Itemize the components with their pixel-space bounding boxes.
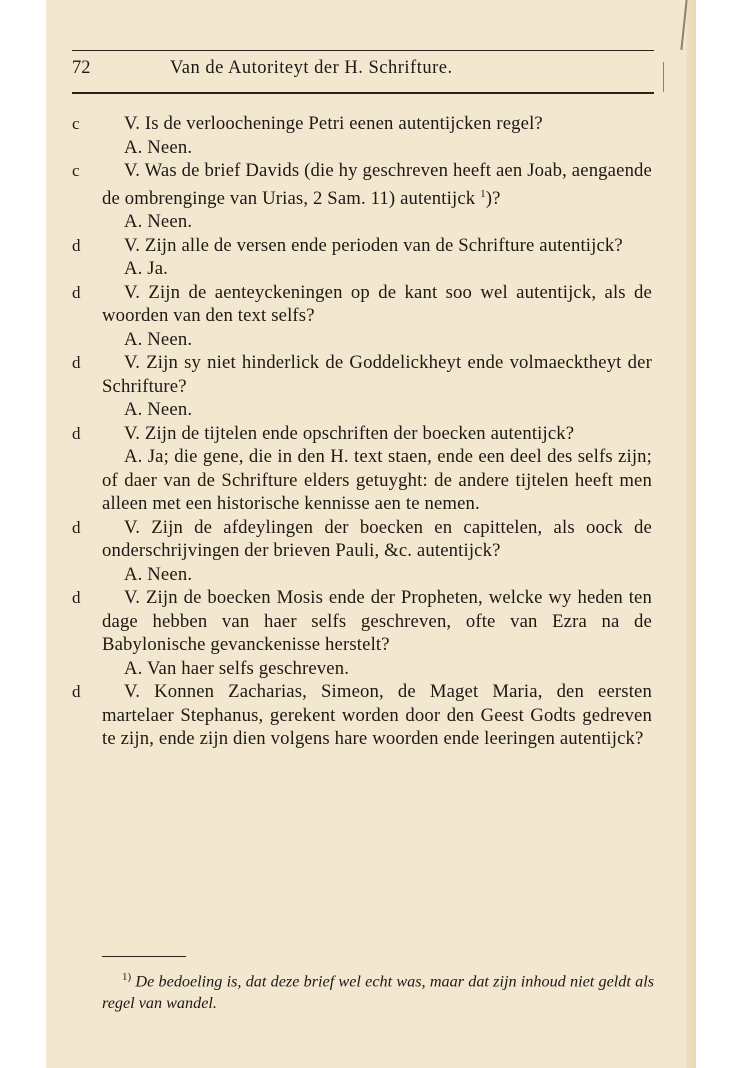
footnote: [102, 967, 654, 1014]
qa-entry: [0, 159, 738, 234]
question-text: V. Zijn alle de versen ende perioden van de Schrifture autentijck?: [124, 234, 623, 256]
entry-marker: c: [72, 114, 80, 133]
answer-text: A. Neen.: [124, 563, 193, 585]
answer-text: A. Ja.: [124, 258, 168, 280]
qa-entry: [0, 112, 738, 159]
footnote-mark: 1): [122, 971, 132, 983]
question-text: V. Zijn sy niet hinderlick de Goddelickheyt ende volmaecktheyt der Schrifture?: [102, 352, 652, 397]
header-top-rule: [72, 50, 654, 51]
header-bottom-rule: [72, 92, 654, 94]
question-text: V. Konnen Zacharias, Simeon, de Maget Maria, den eersten martelaer Stephanus, gerekent worden door den Geest Godts gedreven te zijn, ende zijn dien volgens hare woorden ende leeringen autentijck?: [102, 681, 652, 750]
question-tail: )?: [485, 187, 501, 209]
entry-marker: d: [72, 282, 81, 302]
entry-marker: d: [72, 588, 81, 608]
entry-marker: d: [72, 517, 81, 537]
answer-text: A. Van haer selfs geschreven.: [124, 657, 350, 679]
question-text: [102, 159, 652, 210]
page-number: 72: [72, 58, 91, 78]
page-header: [72, 58, 652, 84]
question-text: V. Zijn de boecken Mosis ende der Propheten, welcke wy heden ten dage hebben van haer selfs geschreven, ofte van Ezra na de Babylonische gevanckenisse herstelt?: [102, 587, 652, 656]
qa-entry: [0, 422, 738, 516]
question-text: V. Zijn de aenteyckeningen op de kant soo wel autentijck, als de woorden van den text selfs?: [102, 281, 652, 327]
question-text: V. Zijn de afdeylingen der boecken en capittelen, als oock de onderschrijvingen der brieven Pauli, &c. autentijck?: [102, 516, 652, 562]
qa-entry: [0, 351, 738, 422]
running-title: Van de Autoriteyt der H. Schrifture.: [170, 58, 453, 78]
question-text: V. Is de verloocheninge Petri eenen autentijcken regel?: [124, 113, 543, 134]
footnote-reference: 1: [480, 187, 486, 200]
qa-list: [0, 112, 738, 751]
question-body: V. Was de brief Davids (die hy geschreven heeft aen Joab, aengaende de ombrenginge van Urias, 2 Sam. 11) autentijck: [102, 160, 652, 209]
qa-entry: [0, 586, 738, 680]
qa-entry: [0, 281, 738, 352]
answer-text: A. Neen.: [124, 211, 193, 233]
footnote-rule: [102, 956, 186, 957]
entry-marker: d: [72, 353, 81, 373]
entry-marker: d: [72, 682, 81, 702]
answer-text: A. Ja; die gene, die in den H. text staen, ende een deel des selfs zijn; of daer van de Schrifture elders getuyght: de andere tijtelen heeft men alleen met een historische kennisse aen te nemen.: [102, 446, 652, 515]
scan-artifact-line: [663, 62, 664, 92]
qa-entry: [0, 234, 738, 281]
question-text: V. Zijn de tijtelen ende opschriften der boecken autentijck?: [124, 422, 575, 444]
entry-marker: d: [72, 235, 81, 255]
answer-text: A. Neen.: [124, 136, 193, 158]
entry-marker: c: [72, 161, 80, 180]
entry-marker: d: [72, 423, 81, 443]
qa-entry: [0, 680, 738, 751]
footnote-text: De bedoeling is, dat deze brief wel echt was, maar dat zijn inhoud niet geldt als regel van wandel.: [102, 972, 655, 1012]
answer-text: A. Neen.: [124, 328, 193, 350]
answer-text: A. Neen.: [124, 399, 193, 421]
qa-entry: [0, 516, 738, 587]
